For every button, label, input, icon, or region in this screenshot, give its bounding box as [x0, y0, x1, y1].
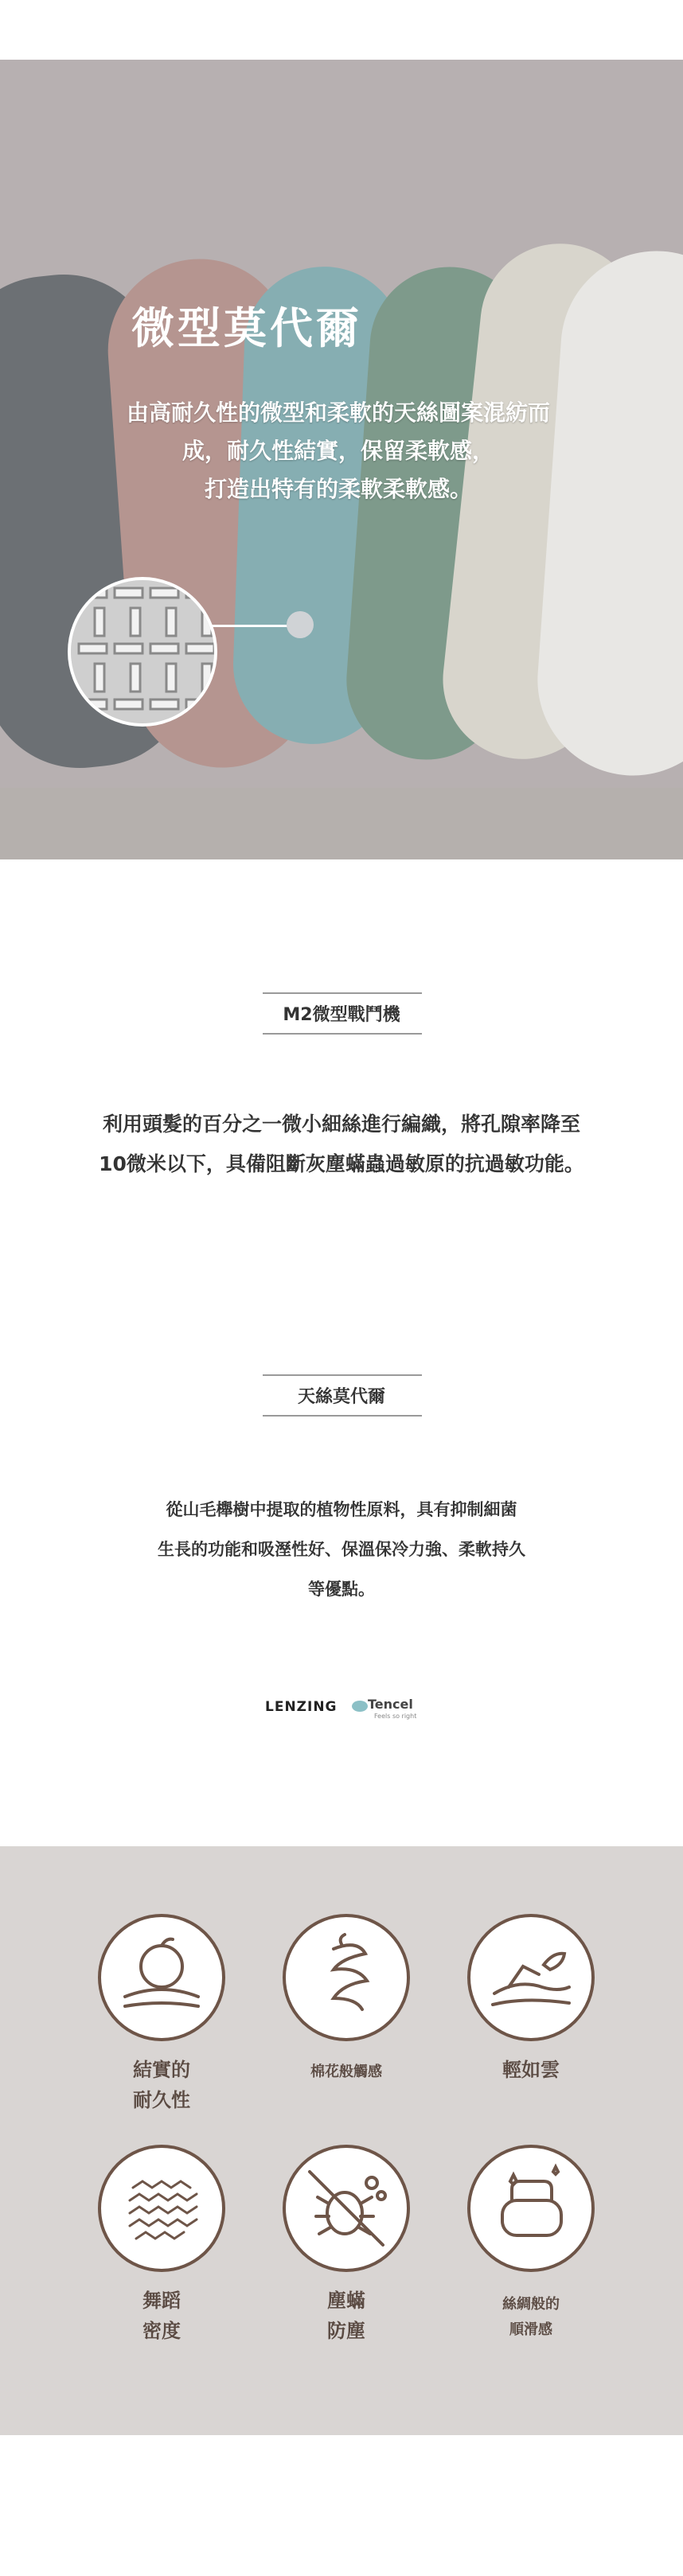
feature-label-line: 密度: [142, 2320, 181, 2342]
section-tencel-body: [0, 1490, 683, 1609]
tencel-logo-sub: Feels so right: [374, 1713, 417, 1720]
hero-description: [96, 394, 581, 509]
feature-label-line: 順滑感: [509, 2321, 552, 2338]
cotton-twist-icon: [283, 1914, 410, 2041]
tencel-logo: [350, 1693, 430, 1725]
feature-label: [451, 2292, 611, 2343]
hero-title: 微型莫代爾: [131, 303, 362, 353]
section-tencel-line: 等優點。: [308, 1580, 375, 1599]
hero-desc-line: 成，耐久性結實，保留柔軟感，: [181, 438, 494, 464]
leaf-icon: [350, 1697, 369, 1716]
heading-rule: [263, 1415, 422, 1417]
feature-label-line: 舞蹈: [142, 2290, 181, 2312]
feature-label-line: 塵蟎: [327, 2290, 365, 2312]
feature-label: [82, 2286, 241, 2346]
orange-on-cushion-icon: [98, 1914, 225, 2041]
feature-icons-band: [0, 1846, 683, 2435]
section-m2-heading: M2微型戰鬥機: [283, 1005, 400, 1025]
feature-label: [82, 2055, 241, 2115]
feature-label: [267, 2060, 426, 2085]
hero-desc-line: 打造出特有的柔軟柔軟感。: [204, 476, 472, 502]
feature-label-line: 耐久性: [133, 2089, 190, 2111]
heading-rule: [263, 992, 422, 994]
dense-weave-icon: [98, 2145, 225, 2272]
hero-footer-strip: [0, 788, 683, 859]
heading-rule: [263, 1374, 422, 1376]
heading-rule: [263, 1033, 422, 1035]
section-m2-body: [0, 1105, 683, 1184]
feature-label-line: 絲綢般的: [502, 2296, 560, 2313]
feature-label-line: 防塵: [327, 2320, 365, 2342]
section-m2-line: 利用頭髮的百分之一微小細絲進行編織，將孔隙率降至: [102, 1113, 580, 1136]
feature-label-line: 棉花般觸感: [310, 2064, 382, 2080]
feature-label: [451, 2055, 611, 2085]
feather-on-hand-icon: [467, 1914, 595, 2041]
weave-magnifier-icon: [68, 577, 217, 727]
section-tencel-heading: 天絲莫代爾: [297, 1387, 385, 1407]
tencel-logo-text: Tencel: [368, 1697, 413, 1712]
callout-line: [211, 625, 299, 627]
section-tencel-line: 生長的功能和吸溼性好、保溫保冷力強、柔軟持久: [158, 1540, 525, 1559]
lenzing-logo: LENZING: [265, 1699, 338, 1715]
top-strip: [0, 0, 683, 60]
section-tencel-line: 從山毛櫸樹中提取的植物性原料，具有抑制細菌: [166, 1500, 517, 1519]
no-dust-mite-icon: [283, 2145, 410, 2272]
feature-label-line: 結實的: [133, 2059, 190, 2081]
hero-desc-line: 由高耐久性的微型和柔軟的天絲圖案混紡而: [126, 399, 550, 426]
hero-banner: [0, 60, 683, 788]
section-m2-line: 10微米以下，具備阻斷灰塵蟎蟲過敏原的抗過敏功能。: [99, 1152, 584, 1175]
feature-label: [267, 2286, 426, 2346]
callout-dot: [287, 611, 314, 638]
silk-roll-icon: [467, 2145, 595, 2272]
feature-label-line: 輕如雲: [502, 2059, 560, 2081]
